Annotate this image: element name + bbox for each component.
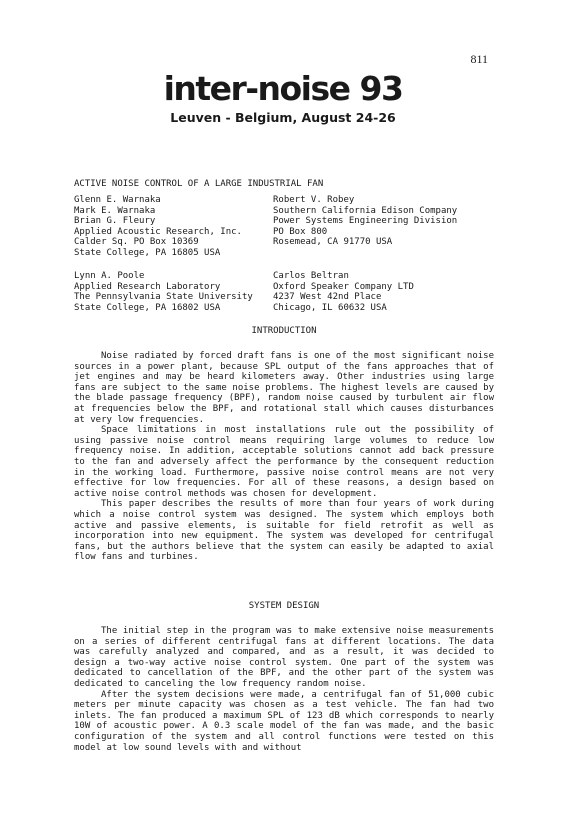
paragraph: This paper describes the results of more than four years of work during which a noise control system was designed. The system which employs both active and passive elements, is suitable for field retrofit as well as incorporation into new equipment. The system was developed for centrifugal fans, but the authors believe that the system can easily be adapted to axial flow fans and turbines. bbox=[74, 499, 494, 563]
author-line: Chicago, IL 60632 USA bbox=[273, 302, 387, 313]
authors-block-1-right bbox=[273, 195, 504, 259]
paper-title: ACTIVE NOISE CONTROL OF A LARGE INDUSTRIAL FAN bbox=[74, 179, 324, 189]
author-line: The Pennsylvania State University bbox=[74, 292, 253, 303]
authors-block-2-left bbox=[74, 271, 273, 313]
author-line: Power Systems Engineering Division bbox=[273, 216, 458, 227]
author-line: Carlos Beltran bbox=[273, 271, 349, 281]
author-line: Mark E. Warnaka bbox=[74, 205, 156, 216]
author-line: Rosemead, CA 91770 USA bbox=[273, 237, 393, 248]
section-heading-system-design: SYSTEM DESIGN bbox=[248, 601, 320, 611]
author-line: Applied Acoustic Research, Inc. bbox=[74, 226, 242, 237]
conference-title: inter-noise 93 bbox=[163, 69, 403, 108]
paragraph: Noise radiated by forced draft fans is one of the most significant noise sources in a power plant, because SPL output of the fans approaches that of jet engines and may be heard kilometers away. Other industries using large fans are subject to the same noise problems. The highest levels are caused by the blade passage frequency (BPF), random noise caused by turbulent air flow at frequencies below the BPF, and rotational stall which causes disturbances at very low frequencies. bbox=[74, 351, 494, 425]
author-line: Calder Sq. PO Box 10369 bbox=[74, 237, 199, 248]
author-line: Lynn A. Poole bbox=[74, 271, 145, 281]
paragraph: The initial step in the program was to make extensive noise measurements on a series of different centrifugal fans at different locations. The data was carefully analyzed and compared, and as a result, it was decided to design a two-way active noise control system. One part of the system was dedicated to cancellation of the BPF, and the other part of the system was dedicated to canceling the low frequency random noise. bbox=[74, 626, 494, 689]
authors-block-1-left bbox=[74, 195, 273, 259]
paragraph: After the system decisions were made, a centrifugal fan of 51,000 cubic meters per minute capacity was chosen as a test vehicle. The fan had two inlets. The fan produced a maximum SPL of 123 dB which corresponds to nearly 10W of acoustic power. A 0.3 scale model of the fan was made, and the basic configuration of the system and all control functions were tested on this model at low sound levels with and without bbox=[74, 689, 494, 753]
author-line: 4237 West 42nd Place bbox=[273, 292, 382, 303]
page-number: 811 bbox=[470, 52, 488, 66]
authors-block-2 bbox=[74, 271, 504, 313]
authors-block-2-right bbox=[273, 271, 504, 313]
author-line: State College, PA 16802 USA bbox=[74, 302, 221, 313]
author-line: Robert V. Robey bbox=[273, 195, 355, 205]
author-line: Brian G. Fleury bbox=[74, 216, 156, 227]
author-line: Applied Research Laboratory bbox=[74, 281, 221, 292]
author-line: State College, PA 16805 USA bbox=[74, 247, 221, 258]
section-heading-introduction: INTRODUCTION bbox=[251, 326, 317, 336]
author-line: Oxford Speaker Company LTD bbox=[273, 281, 414, 292]
author-line: Southern California Edison Company bbox=[273, 205, 458, 216]
conference-subtitle: Leuven - Belgium, August 24-26 bbox=[170, 110, 396, 125]
author-line: Glenn E. Warnaka bbox=[74, 195, 161, 205]
introduction-body bbox=[74, 351, 494, 563]
paragraph: Space limitations in most installations rule out the possibility of using passive noise control means requiring large volumes to reduce low frequency noise. In addition, acceptable solutions cannot add back pressure to the fan and adversely affect the performance by the consequent reduction in the working load. Furthermore, passive noise control means are not very effective for low frequencies. For all of these reasons, a design based on active noise control methods was chosen for development. bbox=[74, 425, 494, 499]
authors-block-1 bbox=[74, 195, 504, 259]
system-design-body bbox=[74, 626, 494, 753]
author-line: PO Box 800 bbox=[273, 226, 328, 237]
